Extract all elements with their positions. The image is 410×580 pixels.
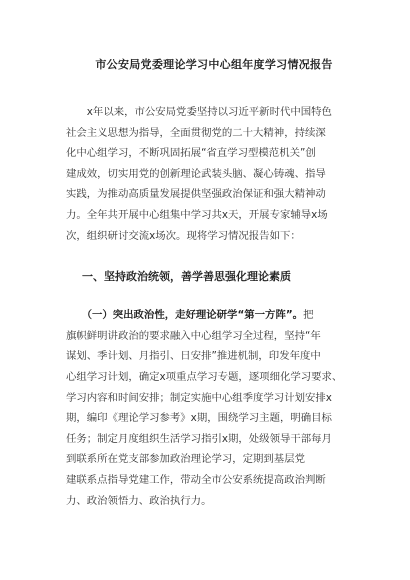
text-line: 实践，为推动高质量发展提供坚强政治保证和强大精神动 xyxy=(66,188,326,201)
text-line: 化中心组学习，不断巩固拓展“省直学习型模范机关”创 xyxy=(66,147,316,160)
text-line: 建联系点指导党建工作，带动全市公安系统提高政治判断 xyxy=(66,473,326,486)
text-line: 期，编印《理论学习参考》x期，围绕学习主题，明确目标 xyxy=(66,412,332,425)
text-line: 任务；制定月度组织生活学习指引x期，处级领导干部每月 xyxy=(66,432,332,445)
text-line: 心组学习计划，确定x项重点学习专题，逐项细化学习要求、 xyxy=(66,370,343,383)
intro-paragraph xyxy=(66,102,362,246)
text-line: 旗帜鲜明讲政治的要求融入中心组学习全过程，坚持“年 xyxy=(66,329,321,342)
text-line: 建成效，切实用党的创新理论武装头脑、凝心铸魂、指导 xyxy=(66,167,326,180)
text-line: 谋划、季计划、月指引、日安排”推进机制，印发年度中 xyxy=(66,350,321,363)
text-line: 次，组织研讨交流x场次。现将学习情况报告如下： xyxy=(66,229,301,242)
text-line: 到联系所在党支部参加政治理论学习，定期到基层党 xyxy=(66,453,305,466)
text-line: 力、政治领悟力、政治执行力。 xyxy=(66,494,212,507)
text-fragment: 把 xyxy=(303,309,314,322)
section-paragraph xyxy=(66,305,362,511)
text-line: 社会主义思想为指导，全面贯彻党的二十大精神，持续深 xyxy=(66,126,326,139)
text-line: x年以来，市公安局党委坚持以习近平新时代中国特色 xyxy=(66,106,332,118)
section-heading: 一、坚持政治统领，善学善思强化理论素质 xyxy=(82,270,291,284)
text-line xyxy=(66,305,362,326)
text-line: 学习内容和时间安排；制定实施中心组季度学习计划安排x xyxy=(66,391,332,404)
text-line: 力。全年共开展中心组集中学习共x天，开展专家辅导x场 xyxy=(66,208,328,221)
subsection-heading: （一）突出政治性，走好理论研学“第一方阵”。 xyxy=(86,309,304,322)
document-title: 市公安局党委理论学习中心组年度学习情况报告 xyxy=(95,58,333,71)
